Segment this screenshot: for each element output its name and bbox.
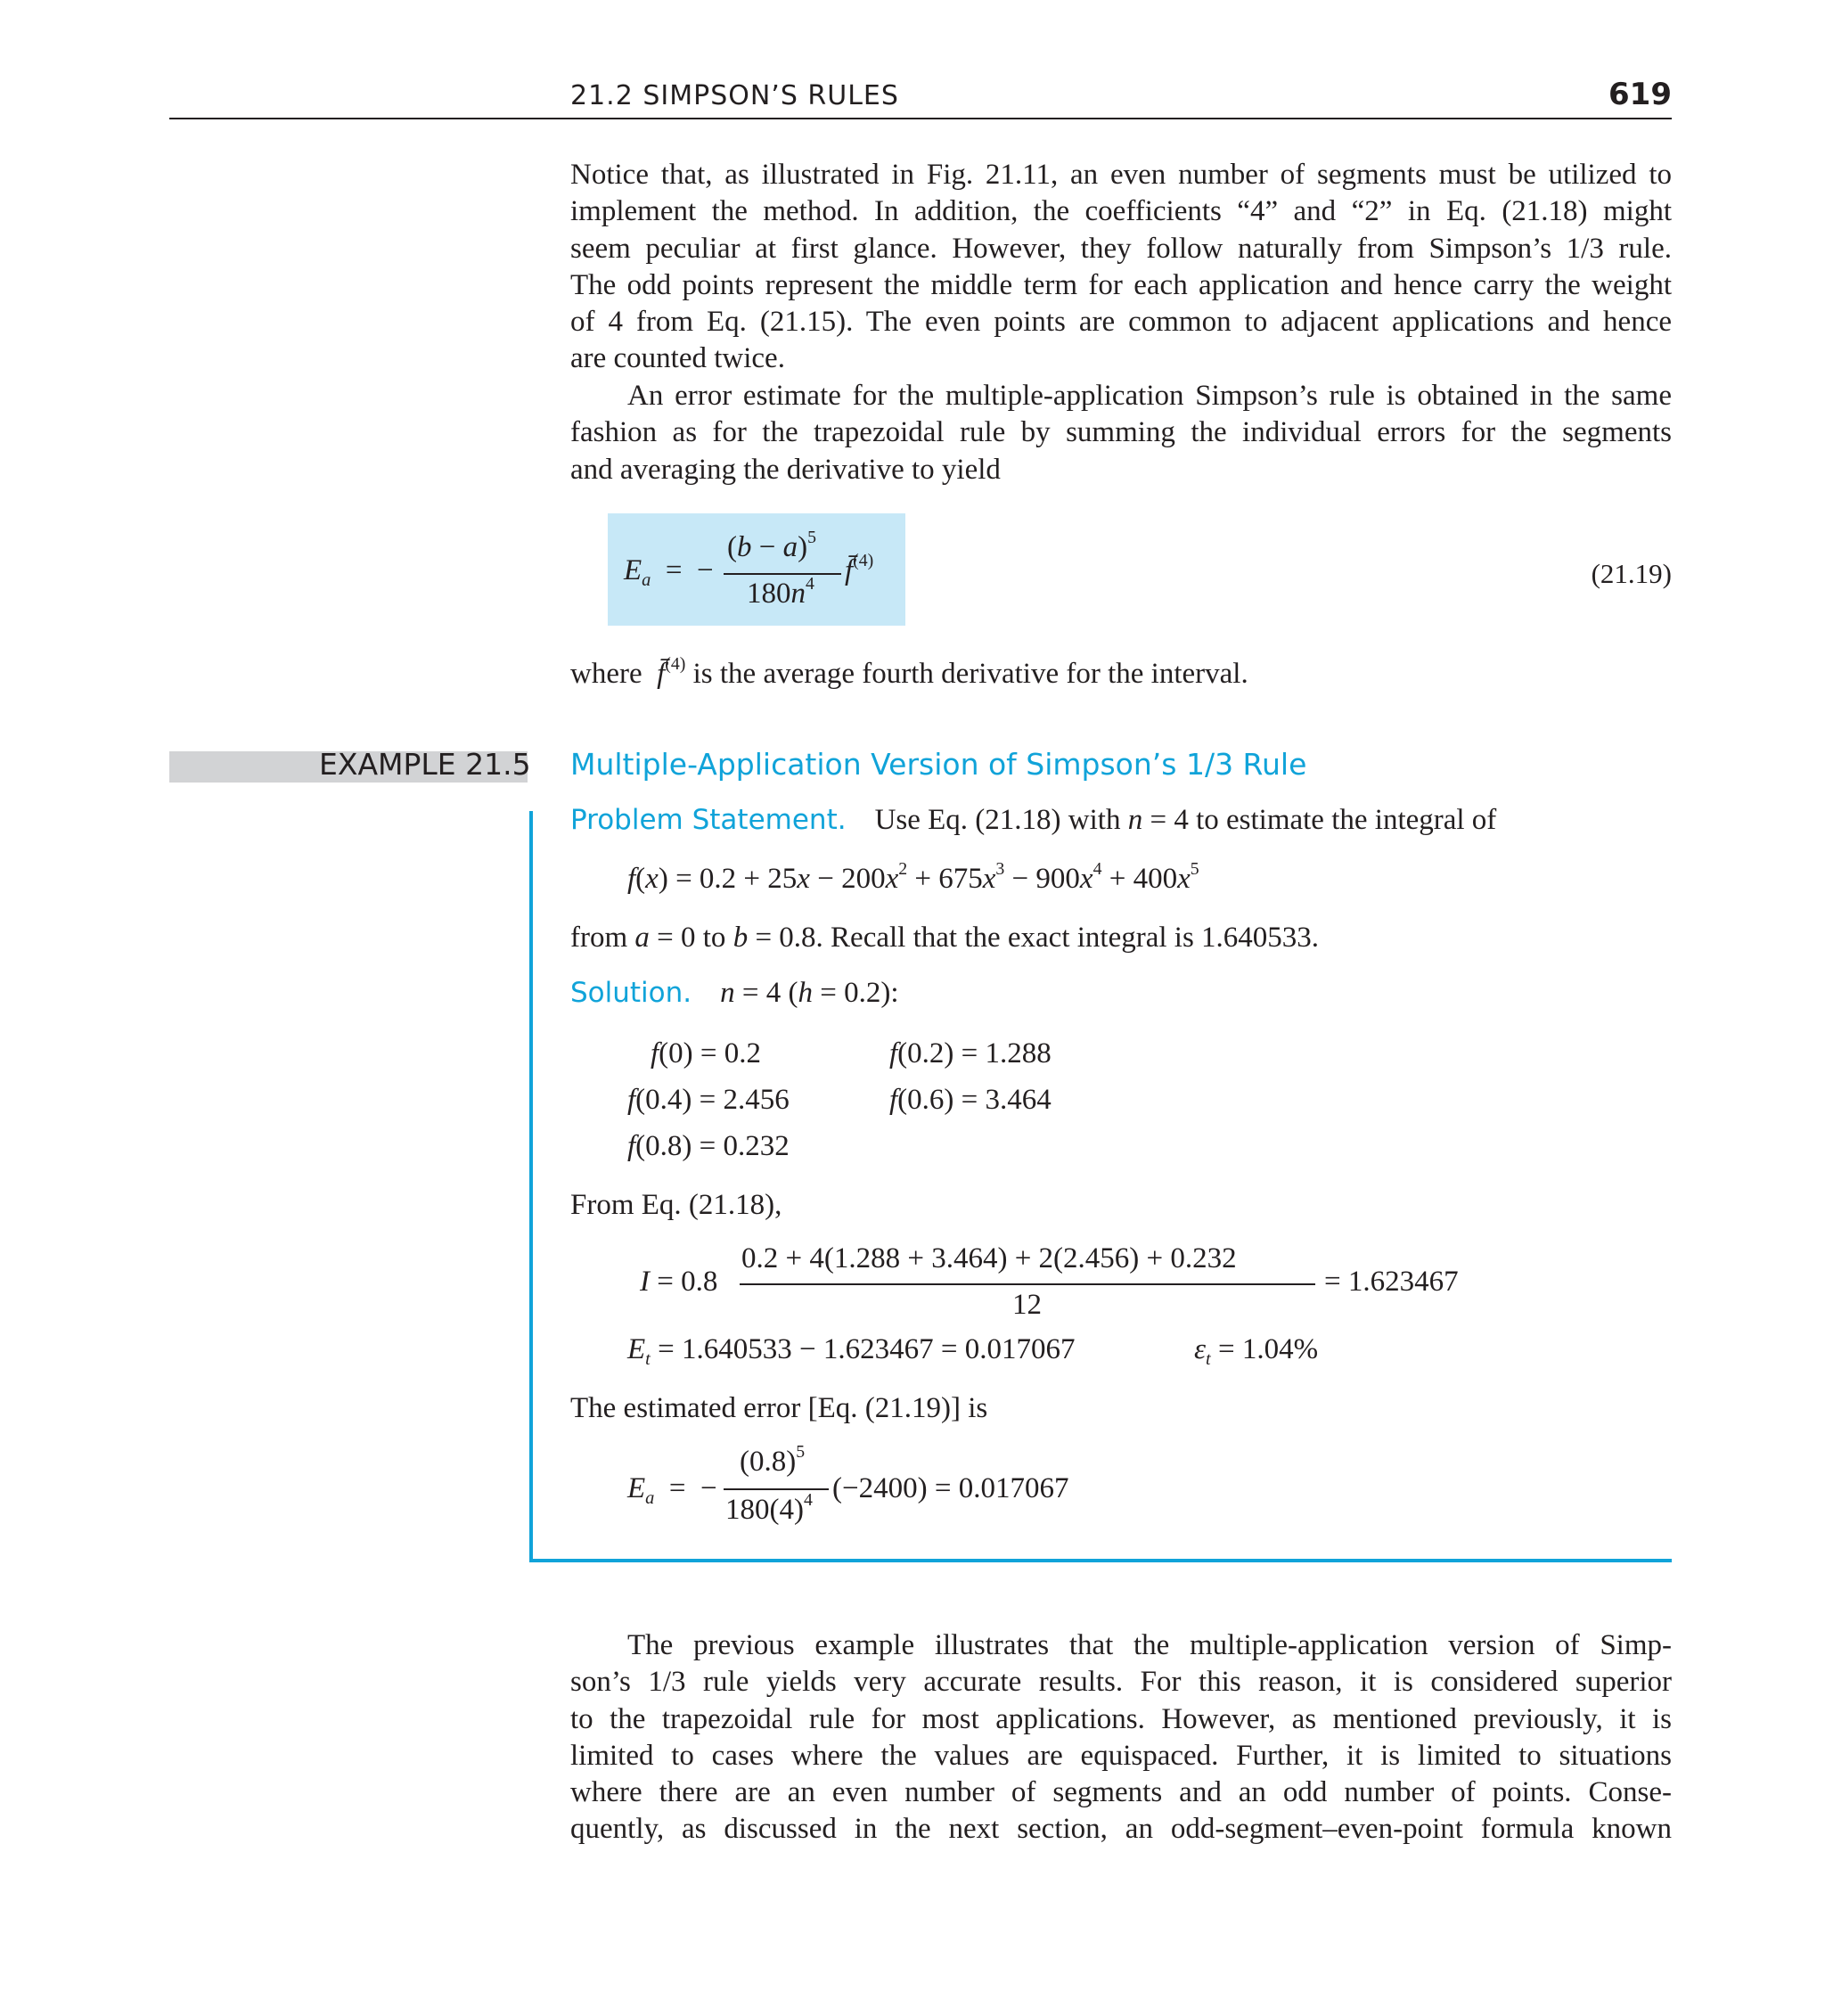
text-line: son’s 1/3 rule yields very accurate results. For this reason, it is considered superior [570,1666,1672,1699]
value-f02: f(0.2) = 1.288 [889,1037,1052,1069]
text-line: An error estimate for the multiple-application Simpson’s rule is obtained in the same [627,380,1672,412]
example-left-rule [529,811,533,1562]
estimate-numerator: $(0.8)^5$ [740,1442,806,1478]
solution-text: n = 4 (h = 0.2): [720,977,899,1009]
paragraph-1 [570,157,1672,378]
range-text: from a = 0 to b = 0.8. Recall that the exact integral is 1.640533. [570,922,1320,954]
paragraph-2 [570,378,1672,488]
text-line: quently, as discussed in the next section, an odd-segment–even-point formula known [570,1813,1672,1846]
text-line: seem peculiar at first glance. However, they follow naturally from Simpson’s 1/3 rule. [570,232,1672,265]
integral-denominator: 12 [1012,1289,1042,1321]
where-rest: is the average fourth derivative for the interval. [692,658,1248,690]
running-head: 21.2 SIMPSON’S RULES [570,80,899,111]
from-eq-text: From Eq. (21.18), [570,1189,782,1221]
text-line: limited to cases where the values are equispaced. Further, it is limited to situations [570,1739,1672,1772]
eq-fbar: f̄$^{(4)}$ [845,551,874,586]
function-definition: $f(x) = 0.2 + 25x - 200x^2 + 675x^3 - 900x^4 + 400x^5$ [627,859,1199,895]
value-f0: f(0) = 0.2 [651,1037,762,1069]
text-line: and averaging the derivative to yield [570,453,1001,486]
text-line: of 4 from Eq. (21.15). The even points are common to adjacent applications and hence [570,306,1672,339]
text-line: fashion as for the trapezoidal rule by summing the individual errors for the segments [570,416,1672,449]
fraction-bar [724,573,841,575]
equation-number: (21.19) [1591,558,1672,589]
example-label: EXAMPLE 21.5 [319,747,531,782]
estimate-denominator: $180(4)^4$ [725,1490,813,1526]
eq-denominator: $180n^4$ [747,574,814,610]
text-line: to the trapezoidal rule for most applications. However, as mentioned previously, it is [570,1702,1672,1735]
problem-text: Use Eq. (21.18) with n = 4 to estimate the integral of [874,804,1497,836]
text-line: where there are an even number of segments and an odd number of points. Conse- [570,1776,1672,1809]
integral-numerator: 0.2 + 4(1.288 + 3.464) + 2(2.456) + 0.232 [741,1242,1237,1274]
value-f04: f(0.4) = 2.456 [627,1084,790,1116]
eq-lhs: $E_a$ = − [624,554,714,591]
value-f06: f(0.6) = 3.464 [889,1084,1052,1116]
where-line: where f̄$^{(4)}$ is the average fourth derivative for the interval. [570,654,1248,690]
true-error-line: $E_t = 1.640533 - 1.623467 = 0.017067$ [627,1333,1076,1370]
relative-error-line: $\varepsilon_t = 1.04\%$ [1194,1333,1319,1370]
problem-heading: Problem Statement. [570,804,847,836]
true-error-value: = 1.640533 − 1.623467 = 0.017067 [658,1333,1076,1365]
integral-result: = 1.623467 [1324,1266,1459,1298]
estimate-lhs: $E_a$ = − [627,1472,717,1509]
problem-statement [570,804,1496,837]
text-line: Notice that, as illustrated in Fig. 21.11, an even number of segments must be utilized to [570,159,1672,191]
header-rule [169,118,1672,119]
paragraph-final [570,1627,1672,1848]
estimate-fraction-bar [724,1488,829,1490]
text-line: are counted twice. [570,342,785,375]
solution-heading: Solution. [570,977,692,1009]
solution-line [570,977,899,1010]
page-number: 619 [1608,77,1672,112]
estimate-result: (−2400) = 0.017067 [832,1472,1069,1504]
estimated-error-text: The estimated error [Eq. (21.19)] is [570,1392,988,1424]
eq-numerator: $(b - a)^5$ [727,528,817,563]
text-line: implement the method. In addition, the coefficients “4” and “2” in Eq. (21.18) might [570,195,1672,228]
integral-lhs: I = 0.8 [640,1266,718,1298]
where-word: where [570,658,642,690]
relative-error-value: = 1.04% [1217,1333,1319,1365]
example-title: Multiple-Application Version of Simpson’s 1/3 Rule [570,747,1307,782]
text-line: The odd points represent the middle term for each application and hence carry the weight [570,268,1672,301]
text-line: The previous example illustrates that the multiple-application version of Simp- [627,1629,1672,1661]
integral-fraction-bar [740,1283,1315,1285]
value-f08: f(0.8) = 0.232 [627,1130,790,1162]
example-bottom-rule [529,1559,1672,1562]
